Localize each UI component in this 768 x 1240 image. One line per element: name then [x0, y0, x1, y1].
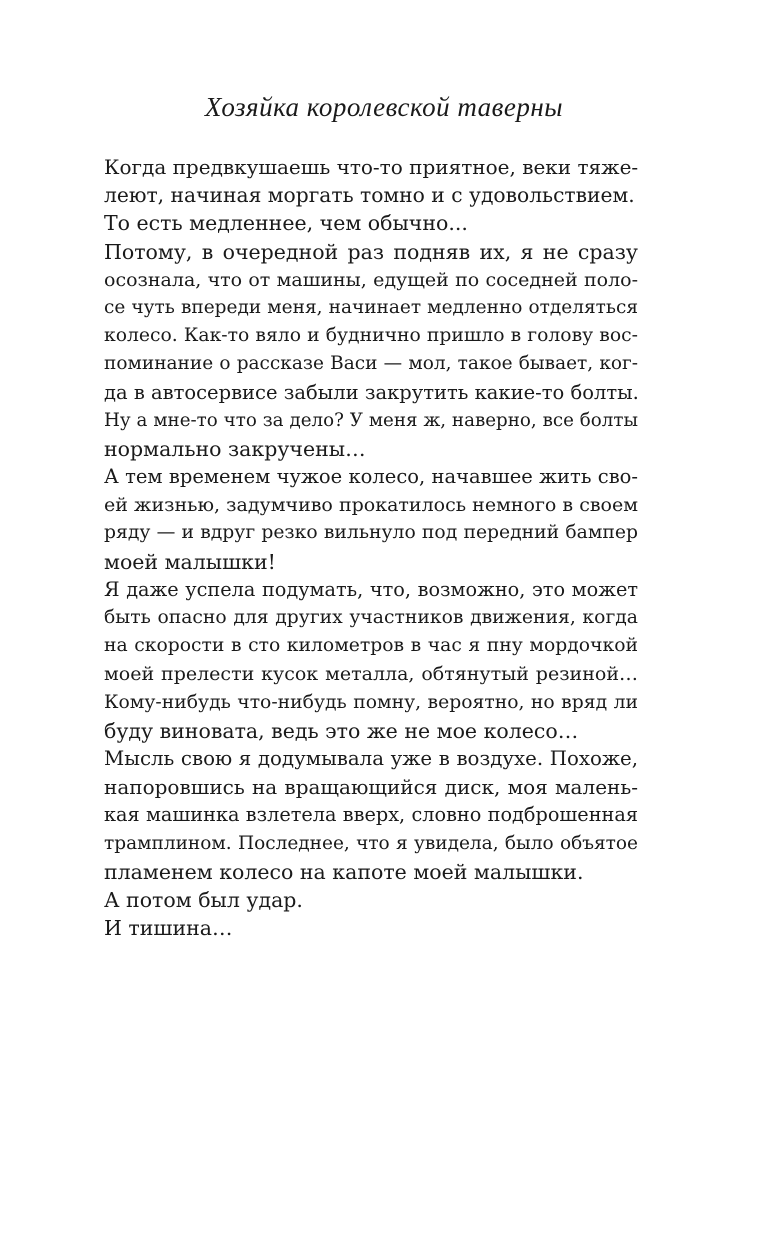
text-line: Потому, в очередной раз подняв их, я не сразу	[104, 239, 638, 264]
text-line: То есть медленнее, чем обычно...	[104, 211, 468, 236]
text-line: буду виновата, ведь это же не мое колесо…	[104, 718, 579, 743]
text-line: Я даже успела подумать, что, возможно, это может	[104, 577, 638, 601]
text-line: поминание о рассказе Васи — мол, такое бывает, ког-	[104, 353, 638, 375]
text-line: Кому-нибудь что-нибудь помну, вероятно, но вряд ли	[104, 691, 638, 713]
text-line: быть опасно для других участников движения, когда	[104, 607, 638, 628]
text-line: нормально закручены…	[104, 436, 366, 461]
text-line: ей жизнью, задумчиво прокатилось немного в своем	[104, 494, 638, 517]
text-line: А потом был удар.	[104, 887, 303, 912]
text-line: Мысль свою я додумывала уже в воздухе. Похоже,	[104, 746, 638, 770]
text-line: се чуть впереди меня, начинает медленно отделяться	[104, 296, 638, 318]
body-text	[104, 153, 638, 942]
running-head: Хозяйка королевской таверны	[204, 92, 564, 122]
text-line: кая машинка взлетела вверх, словно подброшенная	[104, 803, 638, 827]
text-line: леют, начиная моргать томно и с удовольствием.	[104, 183, 635, 208]
text-line: моей малышки!	[104, 549, 276, 574]
text-line: осознала, что от машины, едущей по соседней поло-	[104, 268, 638, 291]
text-line: Ну а мне-то что за дело? У меня ж, наверно, все болты	[104, 409, 638, 431]
text-line: напоровшись на вращающийся диск, моя малень-	[104, 775, 638, 800]
text-line: колесо. Как-то вяло и буднично пришло в голову вос-	[104, 325, 638, 347]
text-line: Когда предвкушаешь что-то приятное, веки тяже-	[104, 155, 639, 179]
text-line: И тишина…	[104, 916, 233, 941]
text-line: ряду — и вдруг резко вильнуло под передний бампер	[104, 522, 638, 544]
text-line: А тем временем чужое колесо, начавшее жить сво-	[104, 465, 638, 489]
text-line: на скорости в сто километров в час я пну мордочкой	[104, 635, 638, 657]
text-line: пламенем колесо на капоте моей малышки.	[104, 859, 584, 884]
text-line: моей прелести кусок металла, обтянутый резиной…	[104, 663, 638, 686]
text-line: трамплином. Последнее, что я увидела, было объятое	[104, 832, 638, 854]
text-line: да в автосервисе забыли закрутить какие-то болты.	[104, 380, 639, 404]
